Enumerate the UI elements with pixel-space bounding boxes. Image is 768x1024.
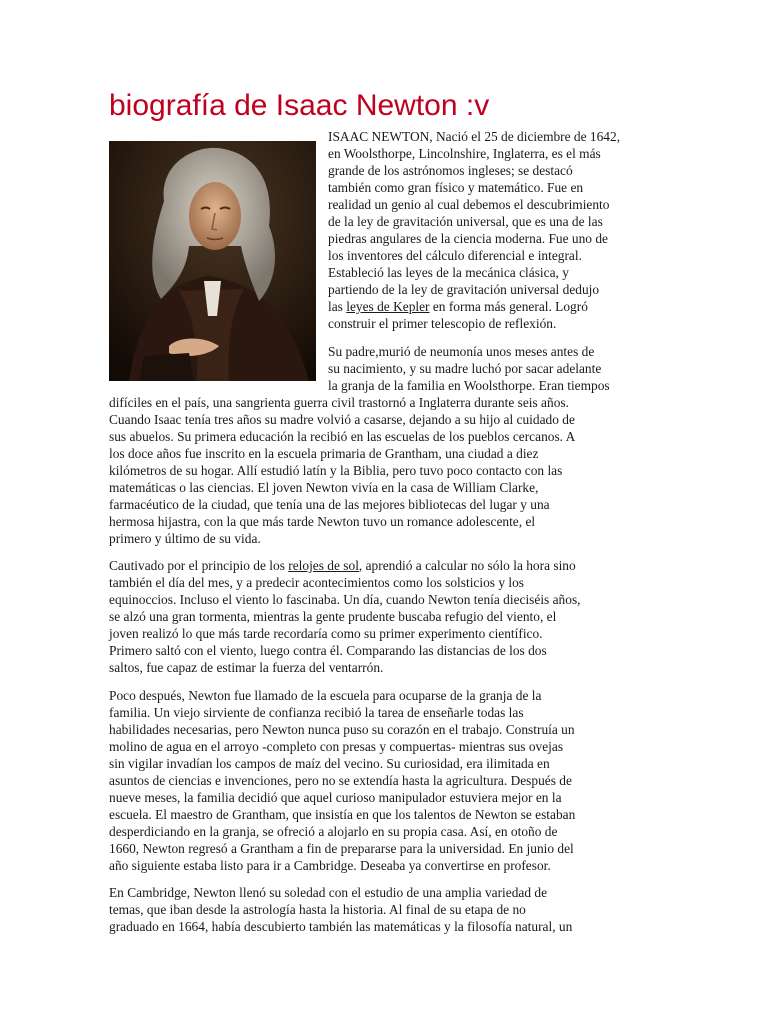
hyperlink[interactable]: leyes de Kepler <box>346 299 430 314</box>
text-line <box>109 840 574 857</box>
text-segment: en Woolsthorpe, Lincolnshire, Inglaterra, es el más <box>328 146 601 161</box>
text-line <box>109 394 569 411</box>
text-line <box>109 513 535 530</box>
text-line <box>109 625 543 642</box>
text-line <box>109 823 557 840</box>
text-line <box>109 738 563 755</box>
text-line <box>328 247 582 264</box>
text-segment: molino de agua en el arroyo -completo con presas y compuertas- mientras sus ovejas <box>109 739 564 754</box>
document-title: biografía de Isaac Newton :v <box>109 89 490 122</box>
text-segment: grande de los astrónomos ingleses; se destacó <box>328 163 573 178</box>
text-segment: Poco después, Newton fue llamado de la escuela para ocuparse de la granja de la <box>109 688 542 703</box>
text-line <box>109 704 524 721</box>
text-segment: la granja de la familia en Woolsthorpe. Eran tiempos <box>328 378 610 393</box>
text-line <box>109 608 556 625</box>
text-segment: Cuando Isaac tenía tres años su madre volvió a casarse, dejando a su hijo al cuidado de <box>109 412 575 427</box>
text-line <box>328 377 610 394</box>
text-line <box>109 411 575 428</box>
portrait-image <box>109 141 316 381</box>
text-line <box>328 315 556 332</box>
text-segment: sus abuelos. Su primera educación la recibió en las escuelas de los pueblos cercanos. A <box>109 429 576 444</box>
text-line <box>109 901 526 918</box>
text-segment: de la ley de gravitación universal, que es una de las <box>328 214 603 229</box>
text-segment: los inventores del cálculo diferencial e integral. <box>328 248 582 263</box>
text-segment: desperdiciando en la granja, se ofreció a alojarlo en su propia casa. Así, en otoño de <box>109 824 558 839</box>
text-line <box>109 462 562 479</box>
text-line <box>109 591 581 608</box>
text-line <box>109 557 576 574</box>
text-line <box>109 496 550 513</box>
text-line <box>109 659 383 676</box>
text-segment: su nacimiento, y su madre luchó por sacar adelante <box>328 361 602 376</box>
text-line <box>109 445 538 462</box>
text-segment: nueve meses, la familia decidió que aquel curioso manipulador estuviera mejor en la <box>109 790 562 805</box>
text-segment: En Cambridge, Newton llenó su soledad con el estudio de una amplia variedad de <box>109 885 548 900</box>
text-segment: realidad un genio al cual debemos el descubrimiento <box>328 197 610 212</box>
text-line <box>328 145 601 162</box>
isaac-newton-portrait-icon <box>109 141 316 381</box>
text-segment: equinoccios. Incluso el viento lo fascinaba. Un día, cuando Newton tenía dieciséis años, <box>109 592 581 607</box>
text-line <box>328 179 583 196</box>
text-line <box>109 772 572 789</box>
text-segment: Primero saltó con el viento, luego contra él. Comparando las distancias de los dos <box>109 643 547 658</box>
text-line <box>328 162 573 179</box>
text-segment: partiendo de la ley de gravitación universal dedujo <box>328 282 600 297</box>
text-segment: Cautivado por el principio de los <box>109 558 289 573</box>
text-line <box>328 264 569 281</box>
text-line <box>328 298 588 315</box>
text-segment: familia. Un viejo sirviente de confianza recibió la tarea de enseñarle todas las <box>109 705 524 720</box>
text-line <box>328 360 601 377</box>
text-segment: sin vigilar invadían los campos de maíz del vecino. Su curiosidad, era ilimitada en <box>109 756 550 771</box>
text-line <box>109 857 551 874</box>
text-segment: los doce años fue inscrito en la escuela primaria de Grantham, una ciudad a diez <box>109 446 539 461</box>
text-segment: , aprendió a calcular no sólo la hora sino <box>358 558 576 573</box>
text-segment: Estableció las leyes de la mecánica clásica, y <box>328 265 569 280</box>
text-segment: saltos, fue capaz de estimar la fuerza del ventarrón. <box>109 660 384 675</box>
text-line <box>109 721 575 738</box>
text-line <box>328 128 620 145</box>
text-segment: se alzó una gran tormenta, mientras la gente prudente buscaba refugio del viento, el <box>109 609 557 624</box>
text-line <box>109 806 575 823</box>
text-segment: joven realizó lo que más tarde recordaría como su primer experimento científico. <box>109 626 543 641</box>
text-line <box>109 574 524 591</box>
text-line <box>328 230 608 247</box>
text-segment: habilidades necesarias, pero Newton nunca puso su corazón en el trabajo. Construía un <box>109 722 575 737</box>
text-segment: asuntos de ciencias e invenciones, pero no se extendía hasta la agricultura. Después de <box>109 773 572 788</box>
text-segment: Su padre,murió de neumonía unos meses antes de <box>328 344 595 359</box>
text-line <box>109 642 547 659</box>
text-line <box>109 918 572 935</box>
text-line <box>109 884 547 901</box>
text-segment: las <box>328 299 347 314</box>
text-segment: piedras angulares de la ciencia moderna. Fue uno de <box>328 231 608 246</box>
text-segment: hermosa hijastra, con la que más tarde Newton tuvo un romance adolescente, el <box>109 514 536 529</box>
text-line <box>328 343 594 360</box>
text-line <box>328 213 603 230</box>
text-segment: matemáticas o las ciencias. El joven Newton vivía en la casa de William Clarke, <box>109 480 539 495</box>
text-line <box>109 530 261 547</box>
text-segment: farmacéutico de la ciudad, que tenía una de las mejores bibliotecas del lugar y una <box>109 497 550 512</box>
text-segment: construir el primer telescopio de reflexión. <box>328 316 557 331</box>
text-line <box>109 428 575 445</box>
text-segment: también el día del mes, y a predecir acontecimientos como los solsticios y los <box>109 575 525 590</box>
text-segment: escuela. El maestro de Grantham, que insistía en que los talentos de Newton se estaban <box>109 807 576 822</box>
text-segment: primero y último de su vida. <box>109 531 261 546</box>
text-line <box>328 281 599 298</box>
text-line <box>109 479 538 496</box>
text-segment: graduado en 1664, había descubierto también las matemáticas y la filosofía natural, un <box>109 919 573 934</box>
text-segment: 1660, Newton regresó a Grantham a fin de prepararse para la universidad. En junio del <box>109 841 574 856</box>
text-segment: también como gran físico y matemático. Fue en <box>328 180 584 195</box>
text-segment: temas, que iban desde la astrología hasta la historia. Al final de su etapa de no <box>109 902 526 917</box>
text-line <box>109 687 541 704</box>
text-line <box>109 789 562 806</box>
text-line <box>328 196 609 213</box>
text-segment: año siguiente estaba listo para ir a Cambridge. Deseaba ya convertirse en profesor. <box>109 858 551 873</box>
text-line <box>109 755 550 772</box>
hyperlink[interactable]: relojes de sol <box>288 558 359 573</box>
text-segment: kilómetros de su hogar. Allí estudió latín y la Biblia, pero tuvo poco contacto con las <box>109 463 563 478</box>
text-segment: ISAAC NEWTON, Nació el 25 de diciembre de 1642, <box>328 129 621 144</box>
text-segment: en forma más general. Logró <box>429 299 588 314</box>
text-segment: difíciles en el país, una sangrienta guerra civil trastornó a Inglaterra durante seis años. <box>109 395 569 410</box>
